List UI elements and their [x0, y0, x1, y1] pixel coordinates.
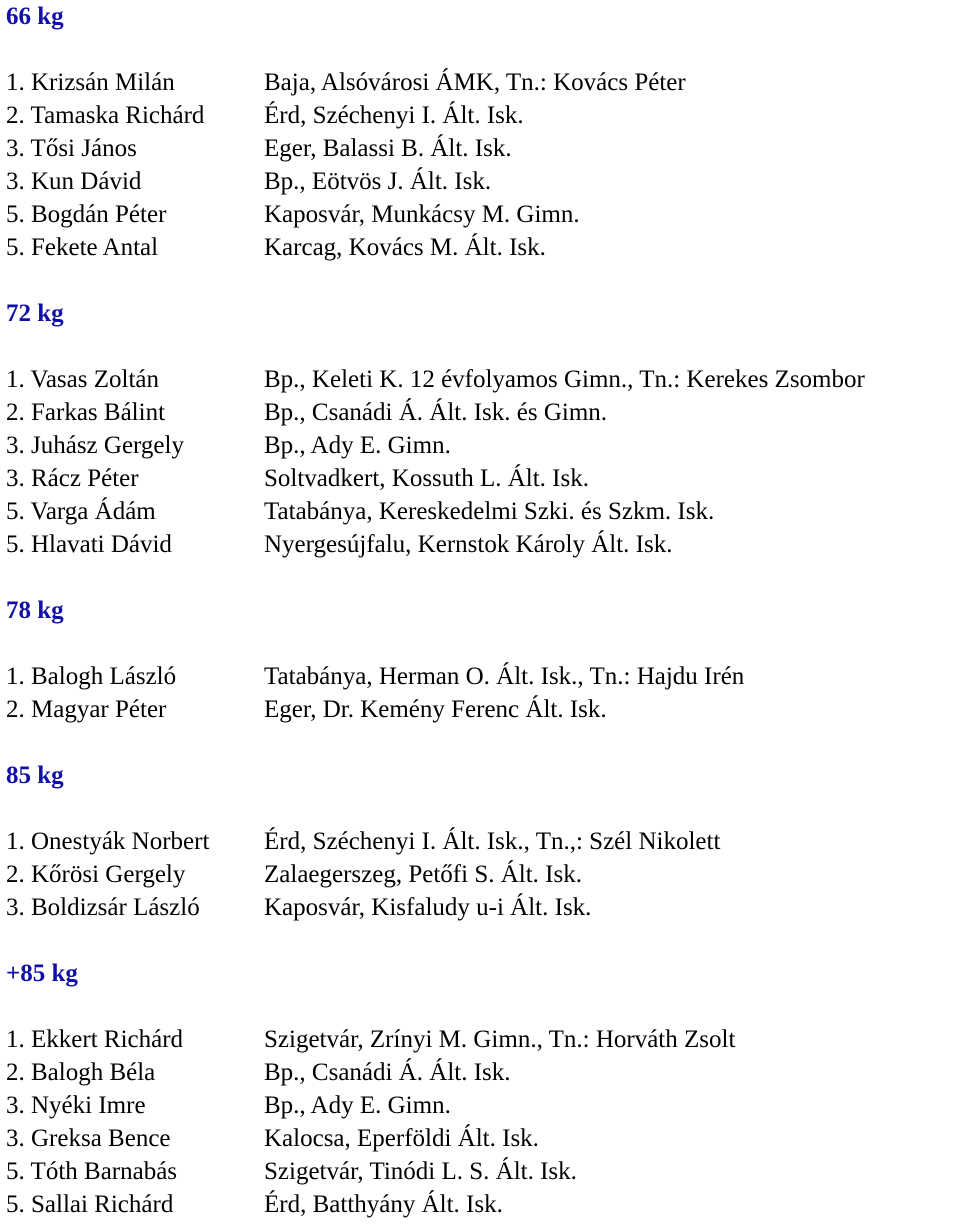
athlete-name: 3. Greksa Bence	[6, 1125, 171, 1152]
athlete-name: 5. Sallai Richárd	[6, 1191, 174, 1218]
result-row	[6, 1188, 956, 1221]
result-row	[6, 99, 956, 132]
athlete-name: 2. Tamaska Richárd	[6, 102, 205, 129]
athlete-club: Érd, Széchenyi I. Ált. Isk.	[264, 102, 524, 129]
spacer	[6, 627, 956, 660]
athlete-club: Bp., Keleti K. 12 évfolyamos Gimn., Tn.: Kerekes Zsombor	[264, 366, 865, 393]
result-row	[6, 528, 956, 561]
result-row	[6, 858, 956, 891]
athlete-club: Nyergesújfalu, Kernstok Károly Ált. Isk.	[264, 531, 673, 558]
athlete-club: Bp., Csanádi Á. Ált. Isk.	[264, 1059, 511, 1086]
spacer	[6, 264, 956, 297]
weight-class-heading-78: 78 kg	[6, 597, 64, 624]
athlete-club: Bp., Ady E. Gimn.	[264, 432, 451, 459]
result-row	[6, 462, 956, 495]
athlete-club: Eger, Dr. Kemény Ferenc Ált. Isk.	[264, 696, 607, 723]
athlete-name: 1. Onestyák Norbert	[6, 828, 210, 855]
athlete-club: Baja, Alsóvárosi ÁMK, Tn.: Kovács Péter	[264, 69, 686, 96]
result-row	[6, 132, 956, 165]
athlete-club: Kaposvár, Munkácsy M. Gimn.	[264, 201, 580, 228]
athlete-name: 1. Balogh László	[6, 663, 177, 690]
athlete-name: 5. Tóth Barnabás	[6, 1158, 178, 1185]
athlete-name: 3. Kun Dávid	[6, 168, 142, 195]
athlete-name: 5. Bogdán Péter	[6, 201, 167, 228]
spacer	[6, 792, 956, 825]
athlete-name: 3. Tősi János	[6, 135, 137, 162]
athlete-club: Tatabánya, Kereskedelmi Szki. és Szkm. Isk.	[264, 498, 715, 525]
result-row	[6, 429, 956, 462]
result-row	[6, 66, 956, 99]
athlete-name: 2. Kőrösi Gergely	[6, 861, 186, 888]
athlete-name: 2. Magyar Péter	[6, 696, 167, 723]
athlete-name: 5. Fekete Antal	[6, 234, 159, 261]
athlete-club: Szigetvár, Tinódi L. S. Ált. Isk.	[264, 1158, 577, 1185]
result-row	[6, 1056, 956, 1089]
result-row	[6, 1122, 956, 1155]
athlete-club: Kalocsa, Eperföldi Ált. Isk.	[264, 1125, 539, 1152]
athlete-name: 1. Ekkert Richárd	[6, 1026, 184, 1053]
athlete-name: 3. Juhász Gergely	[6, 432, 184, 459]
athlete-club: Kaposvár, Kisfaludy u-i Ált. Isk.	[264, 894, 592, 921]
athlete-club: Bp., Ady E. Gimn.	[264, 1092, 451, 1119]
result-row	[6, 825, 956, 858]
result-row	[6, 1023, 956, 1056]
weight-class-heading-plus85: +85 kg	[6, 960, 78, 987]
athlete-name: 3. Rácz Péter	[6, 465, 139, 492]
athlete-name: 2. Balogh Béla	[6, 1059, 156, 1086]
athlete-club: Karcag, Kovács M. Ált. Isk.	[264, 234, 546, 261]
result-row	[6, 165, 956, 198]
athlete-name: 1. Vasas Zoltán	[6, 366, 159, 393]
athlete-club: Szigetvár, Zrínyi M. Gimn., Tn.: Horváth Zsolt	[264, 1026, 736, 1053]
athlete-name: 1. Krizsán Milán	[6, 69, 175, 96]
spacer	[6, 990, 956, 1023]
weight-class-heading-66: 66 kg	[6, 3, 64, 30]
results-document	[6, 0, 956, 1221]
athlete-club: Eger, Balassi B. Ált. Isk.	[264, 135, 512, 162]
athlete-club: Bp., Csanádi Á. Ált. Isk. és Gimn.	[264, 399, 608, 426]
athlete-club: Bp., Eötvös J. Ált. Isk.	[264, 168, 492, 195]
result-row	[6, 891, 956, 924]
result-row	[6, 363, 956, 396]
result-row	[6, 396, 956, 429]
athlete-name: 5. Varga Ádám	[6, 498, 156, 525]
result-row	[6, 198, 956, 231]
result-row	[6, 1155, 956, 1188]
athlete-club: Soltvadkert, Kossuth L. Ált. Isk.	[264, 465, 589, 492]
spacer	[6, 330, 956, 363]
athlete-name: 3. Nyéki Imre	[6, 1092, 146, 1119]
athlete-club: Tatabánya, Herman O. Ált. Isk., Tn.: Hajdu Irén	[264, 663, 745, 690]
spacer	[6, 924, 956, 957]
athlete-club: Zalaegerszeg, Petőfi S. Ált. Isk.	[264, 861, 582, 888]
result-row	[6, 660, 956, 693]
result-row	[6, 693, 956, 726]
athlete-name: 5. Hlavati Dávid	[6, 531, 172, 558]
spacer	[6, 33, 956, 66]
result-row	[6, 1089, 956, 1122]
weight-class-heading-72: 72 kg	[6, 300, 64, 327]
result-row	[6, 495, 956, 528]
athlete-club: Érd, Batthyány Ált. Isk.	[264, 1191, 503, 1218]
athlete-name: 3. Boldizsár László	[6, 894, 200, 921]
athlete-name: 2. Farkas Bálint	[6, 399, 166, 426]
spacer	[6, 561, 956, 594]
weight-class-heading-85: 85 kg	[6, 762, 64, 789]
result-row	[6, 231, 956, 264]
athlete-club: Érd, Széchenyi I. Ált. Isk., Tn.,: Szél Nikolett	[264, 828, 721, 855]
spacer	[6, 726, 956, 759]
